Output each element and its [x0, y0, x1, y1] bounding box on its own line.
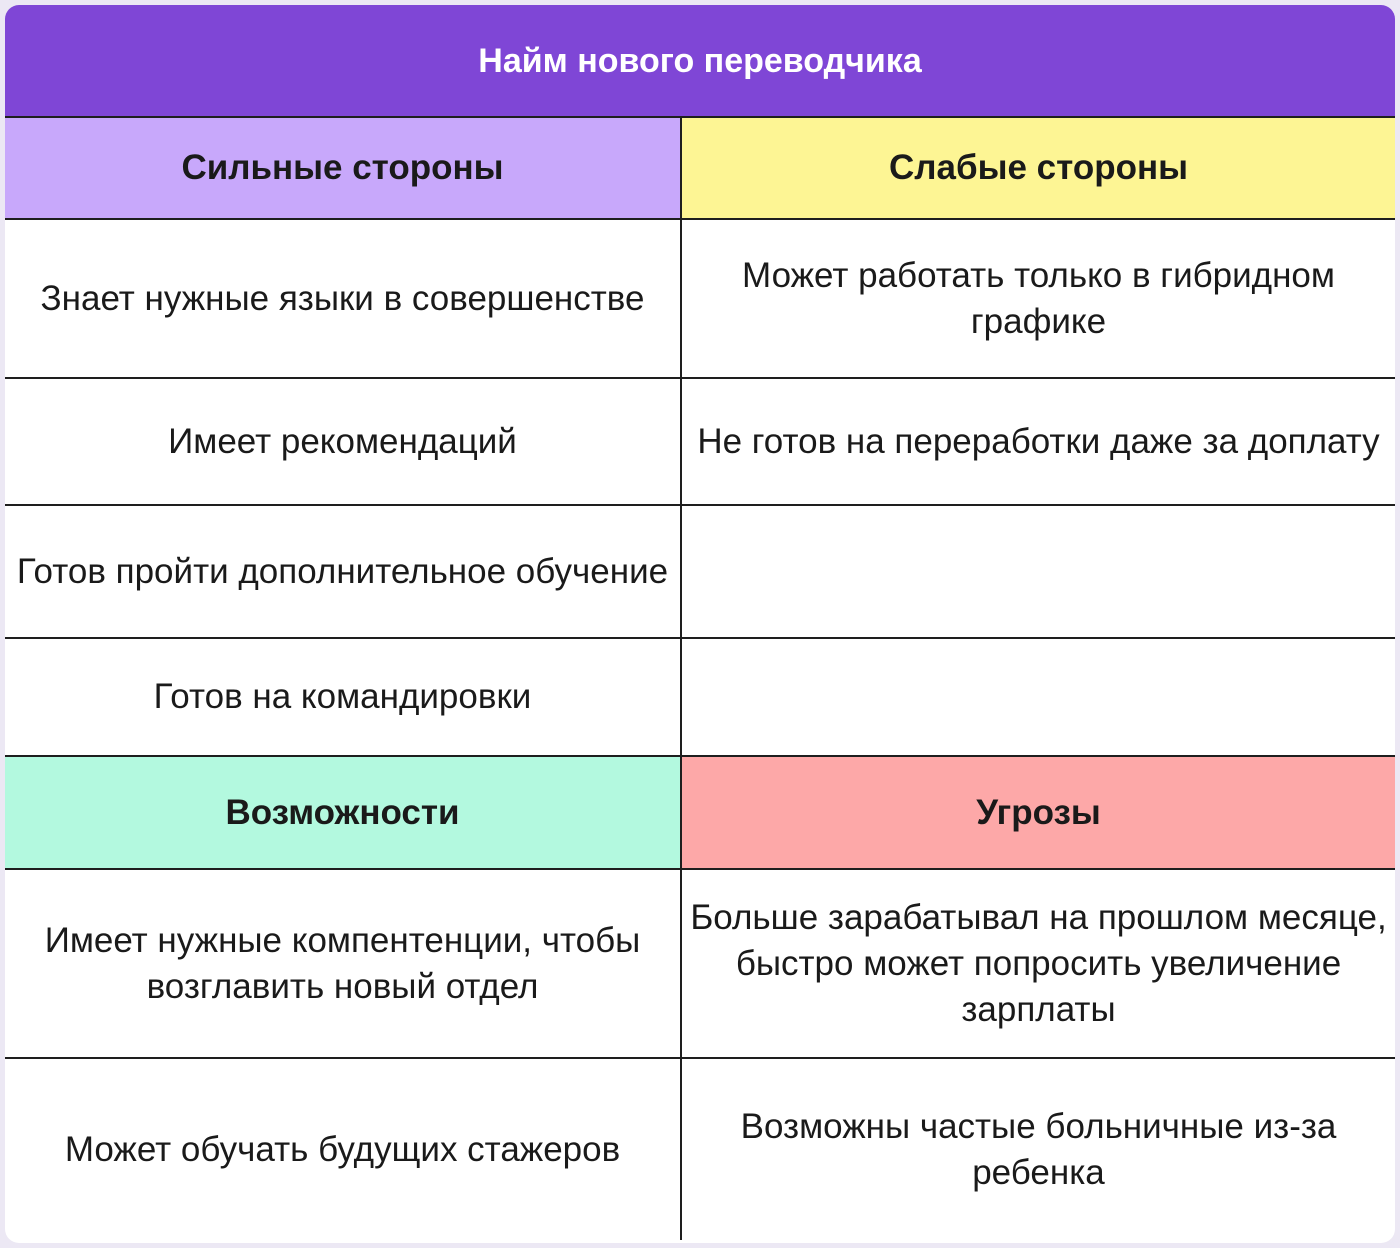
threat-cell: Возможны частые больничные из-за ребенка [681, 1058, 1395, 1240]
strength-cell: Готов на командировки [5, 638, 681, 756]
header-strengths: Сильные стороны [5, 117, 681, 219]
weakness-cell [681, 505, 1395, 638]
strength-cell: Готов пройти дополнительное обучение [5, 505, 681, 638]
table-title: Найм нового переводчика [5, 5, 1395, 117]
table-row [5, 869, 1395, 1058]
opportunity-cell: Может обучать будущих стажеров [5, 1058, 681, 1240]
swot-card [5, 5, 1395, 1243]
table-row [5, 638, 1395, 756]
header-weaknesses: Слабые стороны [681, 117, 1395, 219]
table-row [5, 378, 1395, 505]
header-opportunities: Возможности [5, 756, 681, 869]
weakness-cell [681, 638, 1395, 756]
header-row-top [5, 117, 1395, 219]
swot-table [5, 5, 1395, 1240]
threat-cell: Больше зарабатывал на прошлом месяце, быстро может попросить увеличение зарплаты [681, 869, 1395, 1058]
strength-cell: Знает нужные языки в совершенстве [5, 219, 681, 378]
title-row [5, 5, 1395, 117]
header-row-bottom [5, 756, 1395, 869]
weakness-cell: Может работать только в гибридном графике [681, 219, 1395, 378]
opportunity-cell: Имеет нужные компентенции, чтобы возглавить новый отдел [5, 869, 681, 1058]
weakness-cell: Не готов на переработки даже за доплату [681, 378, 1395, 505]
header-threats: Угрозы [681, 756, 1395, 869]
table-row [5, 505, 1395, 638]
table-row [5, 219, 1395, 378]
strength-cell: Имеет рекомендаций [5, 378, 681, 505]
table-row [5, 1058, 1395, 1240]
